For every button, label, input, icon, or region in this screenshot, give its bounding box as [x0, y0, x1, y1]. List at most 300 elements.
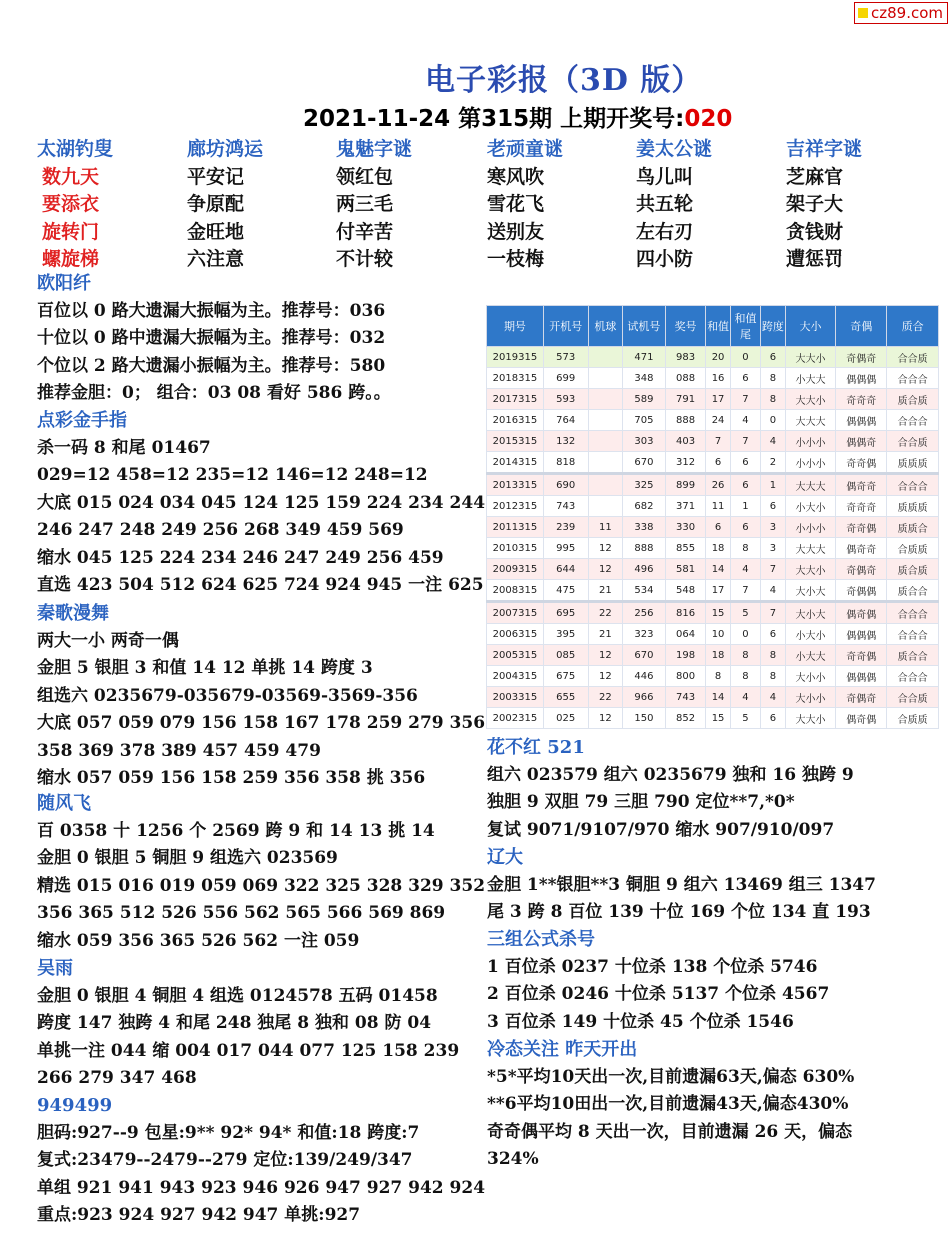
table-cell: 奇偶奇 — [836, 559, 887, 580]
table-cell: 合合质 — [887, 687, 939, 708]
table-cell: 312 — [665, 452, 706, 474]
riddle-line: 雪花飞 — [487, 193, 545, 215]
table-cell: 合质质 — [887, 538, 939, 559]
riddle-line: 左右刃 — [636, 220, 694, 243]
table-cell: 质合质 — [887, 389, 939, 410]
table-cell: 12 — [588, 708, 623, 729]
table-cell: 338 — [623, 517, 666, 538]
riddle-author: 老顽童谜 — [487, 138, 564, 160]
left-section-qingemanwu — [37, 600, 486, 793]
table-cell: 471 — [623, 347, 666, 368]
table-cell: 12 — [588, 559, 623, 580]
table-cell: 888 — [623, 538, 666, 559]
riddle-column — [636, 136, 712, 274]
right-section-liaoda — [487, 844, 942, 927]
section-line: 跨度 147 独跨 4 和尾 248 独尾 8 独和 08 防 04 — [37, 1013, 432, 1033]
riddle-column — [487, 136, 563, 274]
table-cell: 150 — [623, 708, 666, 729]
table-cell: 4 — [730, 687, 760, 708]
table-cell: 21 — [588, 624, 623, 645]
section-heading: 三组公式杀号 — [487, 929, 595, 950]
table-cell: 4 — [730, 410, 760, 431]
table-cell: 330 — [665, 517, 706, 538]
table-cell: 大大小 — [785, 389, 836, 410]
table-cell: 大小小 — [785, 666, 836, 687]
col-header: 大小 — [785, 306, 836, 347]
table-cell: 小大小 — [785, 624, 836, 645]
section-line: 胆码:927--9 包星:9** 92* 94* 和值:18 跨度:7 — [37, 1122, 420, 1143]
table-cell: 大大小 — [785, 708, 836, 729]
section-line: 356 365 512 526 556 562 565 566 569 869 — [37, 903, 446, 923]
table-cell: 2018315 — [487, 368, 544, 389]
table-cell: 4 — [730, 559, 760, 580]
section-line: 金胆 0 银胆 5 铜胆 9 组选六 023569 — [37, 848, 338, 868]
table-cell: 764 — [543, 410, 588, 431]
left-section-suifengfei — [37, 790, 486, 955]
table-row — [487, 666, 939, 687]
table-cell: 966 — [623, 687, 666, 708]
table-row — [487, 410, 939, 431]
col-header: 跨度 — [761, 306, 785, 347]
table-cell: 14 — [706, 559, 730, 580]
section-line: 组选六 0235679-035679-03569-3569-356 — [37, 685, 418, 706]
col-header: 开机号 — [543, 306, 588, 347]
table-cell: 198 — [665, 645, 706, 666]
section-line: 十位以 0 路中遗漏大振幅为主。推荐号：032 — [37, 328, 386, 348]
table-cell: 6 — [730, 517, 760, 538]
riddle-line: 一枝梅 — [487, 248, 545, 270]
section-line: 组六 023579 组六 0235679 独和 16 独跨 9 — [487, 764, 854, 785]
table-cell: 22 — [588, 687, 623, 708]
table-cell: 小小小 — [785, 452, 836, 474]
table-cell: 816 — [665, 602, 706, 624]
table-cell: 655 — [543, 687, 588, 708]
table-cell: 小大大 — [785, 645, 836, 666]
table-cell: 446 — [623, 666, 666, 687]
table-cell: 偶偶偶 — [836, 666, 887, 687]
section-line: 029=12 458=12 235=12 146=12 248=12 — [37, 465, 428, 485]
table-cell: 2006315 — [487, 624, 544, 645]
table-row — [487, 624, 939, 645]
table-cell: 3 — [761, 538, 785, 559]
table-cell: 合合合 — [887, 624, 939, 645]
table-cell — [588, 410, 623, 431]
table-cell: 239 — [543, 517, 588, 538]
section-heading: 949499 — [37, 1095, 113, 1116]
table-cell: 2 — [761, 452, 785, 474]
riddle-line: 遭惩罚 — [786, 248, 844, 270]
table-cell: 705 — [623, 410, 666, 431]
table-cell: 12 — [588, 538, 623, 559]
table-cell: 323 — [623, 624, 666, 645]
riddle-line: 芝麻官 — [786, 165, 844, 188]
section-line: 1 百位杀 0237 十位杀 138 个位杀 5746 — [487, 956, 818, 977]
table-cell: 534 — [623, 580, 666, 602]
section-line: 两大一小 两奇一偶 — [37, 630, 179, 651]
table-cell: 2016315 — [487, 410, 544, 431]
table-cell: 025 — [543, 708, 588, 729]
riddle-author: 吉祥字谜 — [786, 138, 863, 160]
riddle-line: 旋转门 — [42, 220, 100, 243]
table-cell: 0 — [730, 347, 760, 368]
table-cell: 合合合 — [887, 666, 939, 687]
section-line: 2 百位杀 0246 十位杀 5137 个位杀 4567 — [487, 984, 830, 1004]
table-cell: 合合合 — [887, 602, 939, 624]
table-cell: 690 — [543, 474, 588, 496]
table-cell: 8 — [730, 538, 760, 559]
page-title: 电子彩报（3D 版） — [425, 63, 703, 98]
table-cell: 800 — [665, 666, 706, 687]
table-cell: 奇奇奇 — [836, 496, 887, 517]
table-cell: 小大大 — [785, 368, 836, 389]
section-line: 复式:23479--2479--279 定位:139/249/347 — [37, 1150, 413, 1170]
section-line: 缩水 059 356 365 526 562 一注 059 — [37, 930, 360, 951]
table-row — [487, 517, 939, 538]
table-cell: 4 — [761, 687, 785, 708]
table-cell: 064 — [665, 624, 706, 645]
section-heading: 吴雨 — [37, 958, 73, 979]
riddle-line: 共五轮 — [636, 193, 694, 215]
table-cell: 奇奇奇 — [836, 389, 887, 410]
table-cell: 偶偶奇 — [836, 431, 887, 452]
table-cell: 偶偶偶 — [836, 368, 887, 389]
table-cell: 12 — [588, 645, 623, 666]
table-cell: 0 — [761, 410, 785, 431]
table-row — [487, 496, 939, 517]
table-cell: 852 — [665, 708, 706, 729]
table-cell: 548 — [665, 580, 706, 602]
table-cell: 899 — [665, 474, 706, 496]
table-cell: 奇奇偶 — [836, 645, 887, 666]
table-cell: 983 — [665, 347, 706, 368]
table-cell: 7 — [706, 431, 730, 452]
riddle-line: 领红包 — [336, 165, 394, 188]
table-cell: 大小大 — [785, 580, 836, 602]
table-cell: 11 — [588, 517, 623, 538]
table-cell: 小小小 — [785, 517, 836, 538]
table-cell — [588, 496, 623, 517]
section-line: 大底 015 024 034 045 124 125 159 224 234 244 — [37, 492, 486, 513]
table-cell: 24 — [706, 410, 730, 431]
table-cell: 质合质 — [887, 559, 939, 580]
section-heading: 冷态关注 昨天开出 — [487, 1039, 638, 1060]
table-cell: 小大小 — [785, 496, 836, 517]
site-badge-text: cz89.com — [870, 4, 943, 22]
section-line: 奇奇偶平均 8 天出一次，目前遗漏 26 天，偏态 — [487, 1121, 853, 1142]
section-line: *5*平均10天出一次,目前遗漏63天,偏态 630% — [487, 1066, 855, 1087]
table-cell: 16 — [706, 368, 730, 389]
section-line: 杀一码 8 和尾 01467 — [37, 437, 211, 458]
riddle-line: 平安记 — [187, 165, 245, 188]
col-header[interactable]: 期号 — [487, 306, 544, 347]
table-row — [487, 368, 939, 389]
table-cell: 085 — [543, 645, 588, 666]
table-cell: 偶偶偶 — [836, 624, 887, 645]
table-cell: 699 — [543, 368, 588, 389]
riddle-line: 六注意 — [187, 248, 245, 270]
table-cell: 质质质 — [887, 452, 939, 474]
table-cell: 7 — [730, 389, 760, 410]
table-cell: 大大小 — [785, 559, 836, 580]
table-cell: 675 — [543, 666, 588, 687]
table-cell: 偶奇奇 — [836, 474, 887, 496]
table-cell: 1 — [730, 496, 760, 517]
table-cell: 403 — [665, 431, 706, 452]
table-cell: 大大大 — [785, 410, 836, 431]
table-cell: 8 — [761, 368, 785, 389]
table-cell: 大小大 — [785, 602, 836, 624]
table-cell: 大大大 — [785, 474, 836, 496]
table-cell: 质合合 — [887, 580, 939, 602]
section-line: 百位以 0 路大遗漏大振幅为主。推荐号：036 — [37, 300, 386, 321]
table-cell: 695 — [543, 602, 588, 624]
riddle-line: 两三毛 — [336, 193, 394, 215]
col-header: 试机号 — [623, 306, 666, 347]
table-cell: 奇偶奇 — [836, 347, 887, 368]
section-heading: 辽大 — [487, 847, 523, 868]
table-row — [487, 559, 939, 580]
table-row — [487, 474, 939, 496]
col-header: 机球 — [588, 306, 623, 347]
table-cell: 大小小 — [785, 687, 836, 708]
table-row — [487, 538, 939, 559]
left-section-wuyu — [37, 955, 477, 1093]
table-cell: 5 — [730, 602, 760, 624]
table-cell: 2015315 — [487, 431, 544, 452]
table-cell: 682 — [623, 496, 666, 517]
section-line: 单挑一注 044 缩 004 017 044 077 125 158 239 — [37, 1040, 460, 1061]
riddle-author: 鬼魅字谜 — [336, 138, 413, 160]
table-cell: 7 — [761, 559, 785, 580]
right-section-cold-state — [487, 1036, 942, 1174]
table-cell: 589 — [623, 389, 666, 410]
table-cell: 348 — [623, 368, 666, 389]
table-cell: 0 — [730, 624, 760, 645]
table-row — [487, 347, 939, 368]
riddle-line: 贪钱财 — [786, 220, 844, 243]
riddle-line: 数九天 — [42, 165, 100, 188]
table-cell: 325 — [623, 474, 666, 496]
left-section-949499 — [37, 1092, 486, 1225]
section-line: 单组 921 941 943 923 946 926 947 927 942 924 — [37, 1177, 486, 1198]
table-cell: 7 — [730, 580, 760, 602]
table-cell: 12 — [588, 666, 623, 687]
table-cell: 18 — [706, 538, 730, 559]
table-cell: 132 — [543, 431, 588, 452]
riddle-line: 鸟儿叫 — [636, 165, 694, 188]
table-cell: 088 — [665, 368, 706, 389]
issue-info — [303, 100, 732, 133]
table-cell: 2004315 — [487, 666, 544, 687]
section-line: 246 247 248 249 256 268 349 459 569 — [37, 520, 404, 540]
riddle-line: 不计较 — [336, 248, 394, 270]
table-cell: 6 — [706, 452, 730, 474]
riddle-author: 太湖钓叟 — [37, 138, 114, 160]
table-row — [487, 708, 939, 729]
table-cell: 791 — [665, 389, 706, 410]
table-cell: 888 — [665, 410, 706, 431]
table-cell: 2009315 — [487, 559, 544, 580]
table-cell: 4 — [761, 431, 785, 452]
table-cell: 2008315 — [487, 580, 544, 602]
riddle-line: 要添衣 — [42, 193, 100, 215]
section-line: 独胆 9 双胆 79 三胆 790 定位**7,*0* — [487, 792, 795, 812]
table-cell: 26 — [706, 474, 730, 496]
table-cell: 偶奇偶 — [836, 602, 887, 624]
table-cell: 2011315 — [487, 517, 544, 538]
table-row — [487, 580, 939, 602]
section-line: 推荐金胆：0； 组合：03 08 看好 586 跨。。 — [37, 383, 391, 403]
table-row — [487, 602, 939, 624]
table-row — [487, 645, 939, 666]
badge-square-icon — [858, 8, 868, 18]
table-cell: 合合合 — [887, 474, 939, 496]
riddle-line: 付辛苦 — [336, 220, 394, 243]
section-line: 百 0358 十 1256 个 2569 跨 9 和 14 13 挑 14 — [37, 820, 435, 841]
table-cell: 22 — [588, 602, 623, 624]
table-cell: 475 — [543, 580, 588, 602]
table-cell: 15 — [706, 602, 730, 624]
section-line: 重点:923 924 927 942 947 单挑:927 — [37, 1205, 361, 1225]
table-cell: 670 — [623, 452, 666, 474]
col-header: 和值 — [706, 306, 730, 347]
riddle-column — [37, 136, 113, 274]
table-cell: 偶偶偶 — [836, 410, 887, 431]
table-cell — [588, 389, 623, 410]
table-cell: 小小小 — [785, 431, 836, 452]
table-cell: 10 — [706, 624, 730, 645]
table-cell: 大大大 — [785, 538, 836, 559]
table-cell: 593 — [543, 389, 588, 410]
table-cell: 743 — [543, 496, 588, 517]
history-table — [486, 305, 939, 729]
table-cell: 855 — [665, 538, 706, 559]
table-cell: 奇奇偶 — [836, 452, 887, 474]
table-cell: 奇偶偶 — [836, 580, 887, 602]
section-line: 大底 057 059 079 156 158 167 178 259 279 356 — [37, 713, 486, 733]
table-cell: 2013315 — [487, 474, 544, 496]
table-row — [487, 452, 939, 474]
col-header: 奇偶 — [836, 306, 887, 347]
table-cell: 818 — [543, 452, 588, 474]
section-line: 金胆 5 银胆 3 和值 14 12 单挑 14 跨度 3 — [37, 658, 373, 678]
table-cell: 17 — [706, 580, 730, 602]
table-cell: 6 — [761, 708, 785, 729]
table-cell: 573 — [543, 347, 588, 368]
riddle-column — [786, 136, 862, 274]
section-line: 金胆 0 银胆 4 铜胆 4 组选 0124578 五码 01458 — [37, 985, 438, 1006]
table-cell: 2012315 — [487, 496, 544, 517]
table-cell: 21 — [588, 580, 623, 602]
table-row — [487, 389, 939, 410]
section-line: 精选 015 016 019 059 069 322 325 328 329 352 — [37, 875, 486, 896]
col-header: 质合 — [887, 306, 939, 347]
table-cell: 496 — [623, 559, 666, 580]
table-cell: 质质质 — [887, 496, 939, 517]
table-cell: 2017315 — [487, 389, 544, 410]
riddle-line: 四小防 — [636, 248, 694, 270]
section-line: 358 369 378 389 457 459 479 — [37, 740, 321, 761]
table-cell: 581 — [665, 559, 706, 580]
table-cell: 256 — [623, 602, 666, 624]
table-cell: 6 — [730, 368, 760, 389]
left-section-dcjsz — [37, 407, 486, 600]
col-header: 和值尾 — [730, 306, 760, 347]
section-line: 直选 423 504 512 624 625 724 924 945 一注 625 — [37, 575, 484, 595]
table-cell: 质合合 — [887, 645, 939, 666]
table-cell: 合合合 — [887, 410, 939, 431]
table-cell: 8 — [730, 666, 760, 687]
table-cell: 质质合 — [887, 517, 939, 538]
table-cell: 6 — [730, 474, 760, 496]
section-heading: 花不红 521 — [487, 737, 585, 758]
riddle-column — [336, 136, 412, 274]
table-cell: 2005315 — [487, 645, 544, 666]
table-cell: 合合合 — [887, 368, 939, 389]
table-cell: 2003315 — [487, 687, 544, 708]
table-cell: 合质质 — [887, 708, 939, 729]
table-cell: 6 — [706, 517, 730, 538]
section-line: 复试 9071/9107/970 缩水 907/910/097 — [487, 819, 835, 840]
section-line: 324% — [487, 1149, 539, 1169]
table-cell: 371 — [665, 496, 706, 517]
table-row — [487, 687, 939, 708]
table-cell — [588, 474, 623, 496]
riddle-line: 寒风吹 — [487, 165, 545, 188]
table-cell: 6 — [730, 452, 760, 474]
riddle-line: 争原配 — [187, 193, 245, 215]
table-cell: 6 — [761, 496, 785, 517]
section-line: 个位以 2 路大遗漏小振幅为主。推荐号：580 — [37, 355, 386, 376]
table-cell: 644 — [543, 559, 588, 580]
section-line: 金胆 1**银胆**3 铜胆 9 组六 13469 组三 1347 — [487, 874, 876, 895]
section-heading: 点彩金手指 — [37, 410, 127, 431]
table-cell: 8 — [761, 645, 785, 666]
table-cell: 7 — [761, 602, 785, 624]
section-line: **6平均10田出一次,目前遗漏43天,偏态430% — [487, 1094, 849, 1114]
table-cell: 大大小 — [785, 347, 836, 368]
table-cell: 8 — [706, 666, 730, 687]
table-cell: 11 — [706, 496, 730, 517]
table-cell: 2010315 — [487, 538, 544, 559]
table-cell — [588, 368, 623, 389]
site-badge[interactable] — [854, 2, 948, 24]
table-cell: 6 — [761, 624, 785, 645]
riddle-column — [187, 136, 263, 274]
table-cell: 14 — [706, 687, 730, 708]
table-cell: 2014315 — [487, 452, 544, 474]
table-cell — [588, 431, 623, 452]
table-cell: 偶奇奇 — [836, 538, 887, 559]
riddle-line: 螺旋梯 — [42, 248, 100, 270]
section-line: 尾 3 跨 8 百位 139 十位 169 个位 134 直 193 — [487, 902, 871, 922]
riddle-author: 姜太公谜 — [636, 138, 713, 160]
section-line: 3 百位杀 149 十位杀 45 个位杀 1546 — [487, 1011, 794, 1032]
table-cell: 8 — [730, 645, 760, 666]
section-line: 缩水 045 125 224 234 246 247 249 256 459 — [37, 547, 444, 568]
col-header: 奖号 — [665, 306, 706, 347]
table-cell: 合合质 — [887, 347, 939, 368]
table-header-row — [487, 306, 939, 347]
riddle-line: 送别友 — [487, 220, 545, 243]
table-cell: 7 — [730, 431, 760, 452]
riddle-line: 金旺地 — [187, 220, 245, 243]
table-cell: 395 — [543, 624, 588, 645]
last-draw-number: 020 — [684, 106, 733, 132]
riddle-author: 廊坊鸿运 — [187, 138, 264, 160]
table-cell — [588, 347, 623, 368]
table-cell: 743 — [665, 687, 706, 708]
